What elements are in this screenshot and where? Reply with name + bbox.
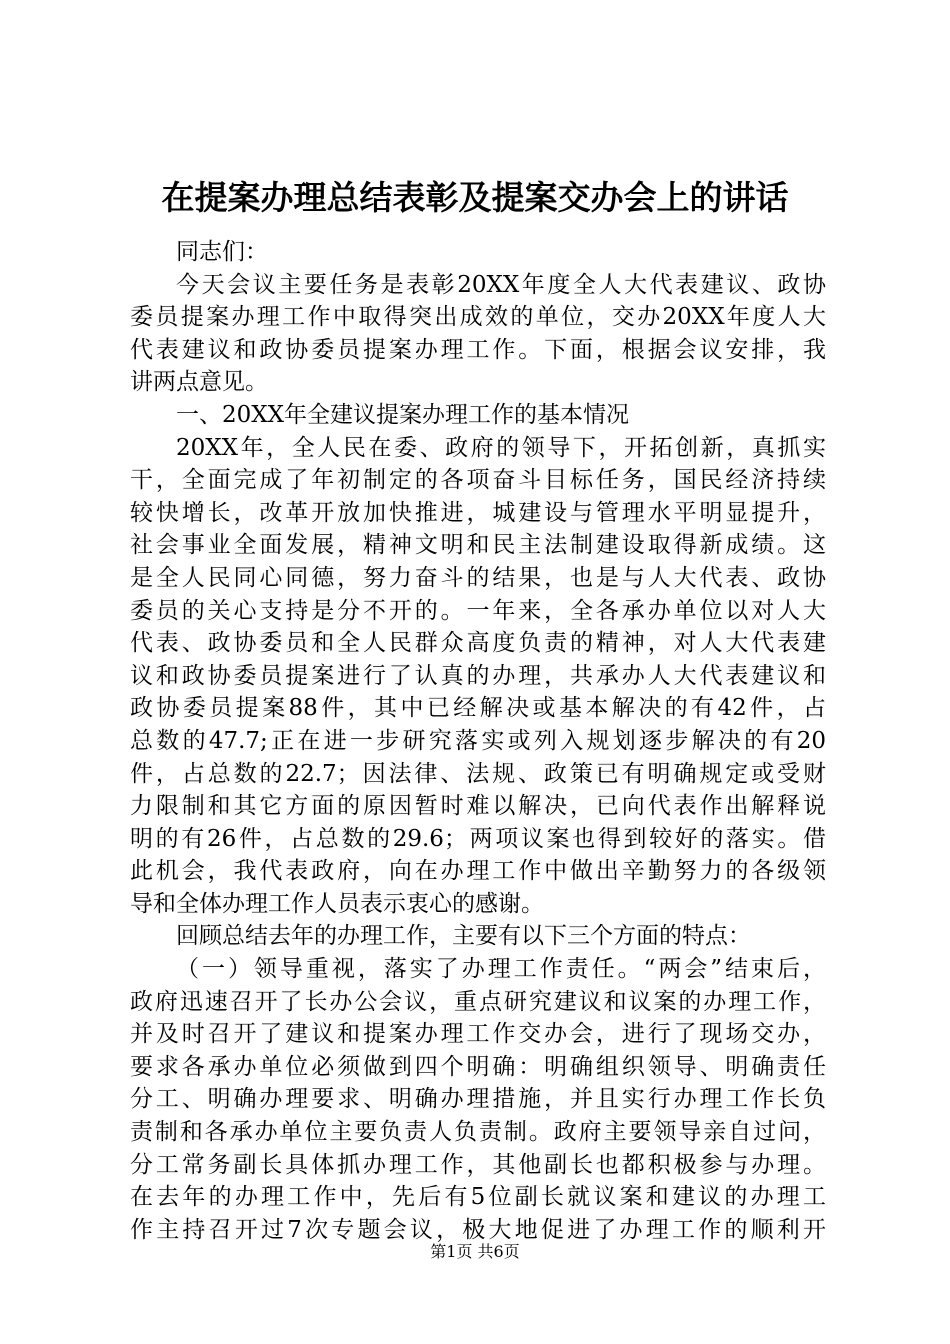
text-line: 20XX年，全人民在委、政府的领导下，开拓创新，真抓实 bbox=[176, 434, 826, 461]
text-line: 导和全体办理工作人员表示衷心的感谢。 bbox=[130, 890, 544, 917]
text-line: 社会事业全面发展，精神文明和民主法制建设取得新成绩。这 bbox=[130, 532, 826, 559]
text-line: 此机会，我代表政府，向在办理工作中做出辛勤努力的各级领 bbox=[130, 858, 826, 885]
text-line: 代表、政协委员和全人民群众高度负责的精神，对人大代表建 bbox=[130, 630, 826, 657]
text-line: 干，全面完成了年初制定的各项奋斗目标任务，国民经济持续 bbox=[130, 467, 826, 494]
text-line: （一）领导重视，落实了办理工作责任。“两会”结束后， bbox=[176, 956, 826, 983]
text-line: 今天会议主要任务是表彰20XX年度全人大代表建议、政协 bbox=[176, 271, 826, 298]
text-line: 责制和各承办单位主要负责人负责制。政府主要领导亲自过问， bbox=[130, 1119, 826, 1146]
text-line: 回顾总结去年的办理工作，主要有以下三个方面的特点： bbox=[176, 923, 751, 950]
text-line: 政府迅速召开了长办公会议，重点研究建议和议案的办理工作， bbox=[130, 988, 826, 1015]
text-line: 一、20XX年全建议提案办理工作的基本情况 bbox=[176, 401, 630, 428]
text-line: 委员提案办理工作中取得突出成效的单位，交办20XX年度人大 bbox=[130, 304, 826, 331]
text-line: 议和政协委员提案进行了认真的办理，共承办人大代表建议和 bbox=[130, 662, 826, 689]
text-line: 讲两点意见。 bbox=[130, 369, 268, 396]
text-line: 在去年的办理工作中，先后有5位副长就议案和建议的办理工 bbox=[130, 1184, 826, 1211]
text-line: 同志们： bbox=[176, 239, 268, 265]
text-line: 委员的关心支持是分不开的。一年来，全各承办单位以对人大 bbox=[130, 597, 826, 624]
document-body bbox=[130, 236, 826, 1246]
text-line: 作主持召开过7次专题会议，极大地促进了办理工作的顺利开 bbox=[130, 1216, 826, 1243]
text-line: 政协委员提案88件，其中已经解决或基本解决的有42件，占 bbox=[130, 695, 826, 722]
text-line: 件，占总数的22.7；因法律、法规、政策已有明确规定或受财 bbox=[130, 760, 826, 787]
text-line: 代表建议和政协委员提案办理工作。下面，根据会议安排，我 bbox=[130, 336, 826, 363]
text-line: 并及时召开了建议和提案办理工作交办会，进行了现场交办， bbox=[130, 1021, 826, 1048]
document-title: 在提案办理总结表彰及提案交办会上的讲话 bbox=[161, 178, 789, 217]
text-line: 是全人民同心同德，努力奋斗的结果，也是与人大代表、政协 bbox=[130, 564, 826, 591]
text-line: 分工、明确办理要求、明确办理措施，并且实行办理工作长负 bbox=[130, 1086, 826, 1113]
text-line: 分工常务副长具体抓办理工作，其他副长也都积极参与办理。 bbox=[130, 1151, 826, 1178]
text-line: 总数的47.7;正在进一步研究落实或列入规划逐步解决的有20 bbox=[130, 727, 826, 754]
text-line: 明的有26件，占总数的29.6；两项议案也得到较好的落实。借 bbox=[130, 825, 826, 852]
text-line: 要求各承办单位必须做到四个明确：明确组织领导、明确责任 bbox=[130, 1053, 826, 1080]
text-line: 较快增长，改革开放加快推进，城建设与管理水平明显提升， bbox=[130, 499, 826, 526]
page-footer: 第1页 共6页 bbox=[430, 1242, 520, 1261]
text-line: 力限制和其它方面的原因暂时难以解决，已向代表作出解释说 bbox=[130, 793, 826, 820]
